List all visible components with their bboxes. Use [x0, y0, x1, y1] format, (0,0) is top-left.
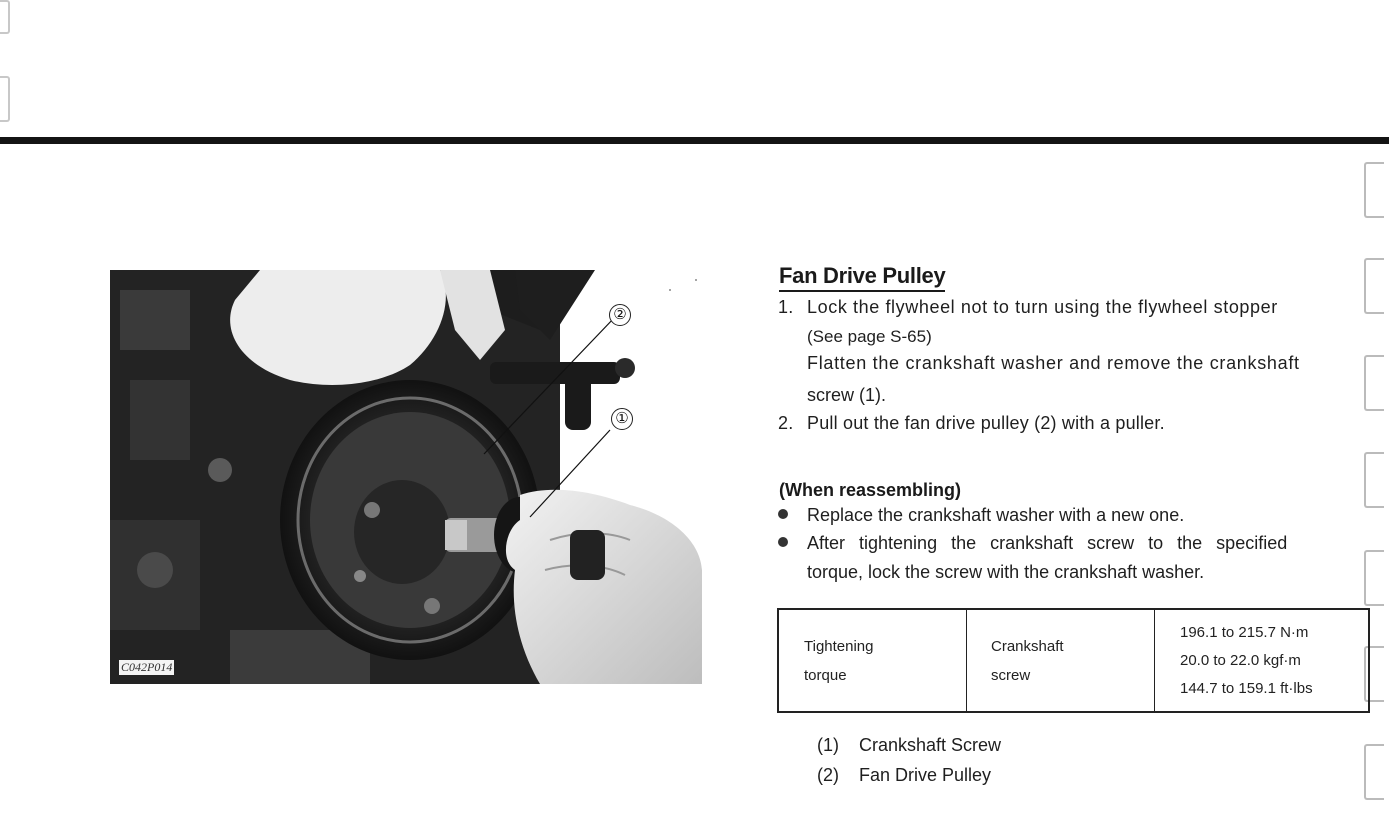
step-1-continuation: screw (1). — [807, 385, 887, 405]
reassembling-item-text: After tightening the crankshaft screw to the specified — [807, 533, 1288, 553]
reassembling-item-text: Replace the crankshaft washer with a new one. — [807, 505, 1185, 525]
legend-key: (1) — [817, 735, 839, 755]
step-1-continuation: Flatten the crankshaft washer and remove the crankshaft — [807, 353, 1300, 373]
step-1-continuation: (See page S-65) — [807, 327, 932, 346]
reassembling-item — [778, 533, 1369, 554]
step-number: 2. — [778, 413, 794, 433]
reassembling-item-continuation: torque, lock the screw with the crankshaft washer. — [807, 562, 1205, 582]
torque-label-cell — [779, 610, 967, 711]
torque-value-cell — [1155, 610, 1368, 711]
callout-2-marker: ② — [609, 304, 631, 326]
callout-1-marker: ① — [611, 408, 633, 430]
torque-table — [777, 608, 1370, 713]
torque-label-line: torque — [804, 666, 847, 684]
bullet-icon — [778, 509, 788, 519]
index-tab — [1364, 355, 1384, 411]
torque-part-line: Crankshaft — [991, 637, 1064, 655]
section-title: Fan Drive Pulley — [779, 263, 945, 292]
photo-illustration — [110, 270, 702, 684]
bullet-icon — [778, 537, 788, 547]
reassembling-item — [778, 505, 1184, 526]
step-2 — [778, 413, 1165, 434]
step-text: Lock the flywheel not to turn using the flywheel stopper — [807, 297, 1278, 317]
legend-item — [817, 765, 991, 786]
legend-label: Crankshaft Screw — [859, 735, 1002, 755]
legend-label: Fan Drive Pulley — [859, 765, 992, 785]
figure-code: C042P014 — [121, 660, 173, 674]
torque-part-cell — [967, 610, 1155, 711]
step-text: Pull out the fan drive pulley (2) with a puller. — [807, 413, 1165, 433]
fan-drive-pulley-photo — [110, 270, 702, 684]
index-tab — [1364, 744, 1384, 800]
torque-part-line: screw — [991, 666, 1031, 684]
header-rule — [0, 137, 1389, 144]
index-tab — [1364, 162, 1384, 218]
reassembling-heading: (When reassembling) — [779, 480, 962, 500]
step-1 — [778, 297, 1369, 318]
legend-key: (2) — [817, 765, 839, 785]
torque-value-nm: 196.1 to 215.7 N·m — [1180, 623, 1309, 641]
legend-item — [817, 735, 1001, 756]
torque-value-kgfm: 20.0 to 22.0 kgf·m — [1180, 651, 1301, 669]
step-number: 1. — [778, 297, 794, 317]
index-tab — [1364, 452, 1384, 508]
index-tab — [1364, 550, 1384, 606]
torque-label-line: Tightening — [804, 637, 874, 655]
left-binding-mark — [0, 76, 10, 122]
left-binding-mark — [0, 0, 10, 34]
torque-value-ftlbs: 144.7 to 159.1 ft·lbs — [1180, 679, 1313, 697]
